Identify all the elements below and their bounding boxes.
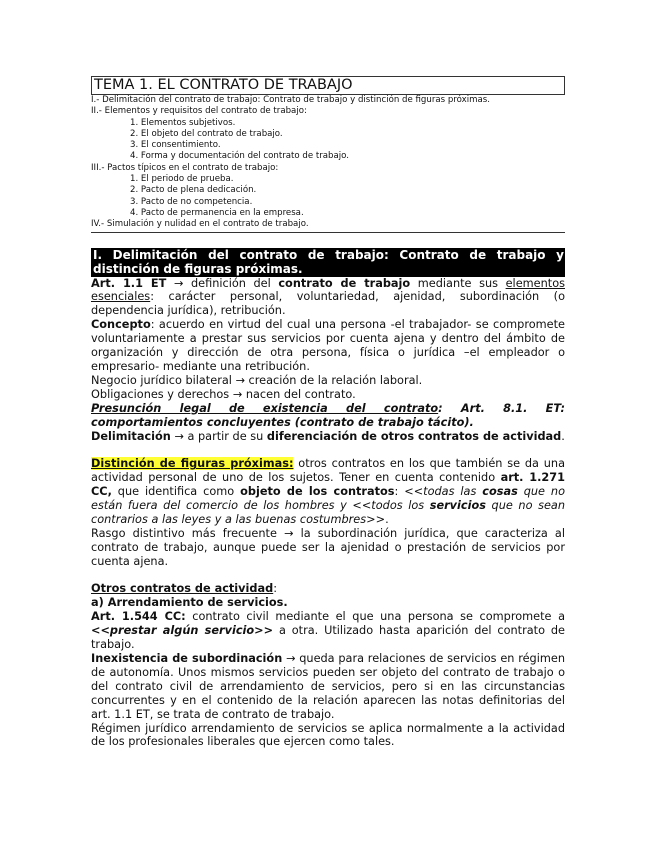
toc-item: 3. El consentimiento. (130, 140, 221, 151)
toc-item: II.- Elementos y requisitos del contrato de trabajo: (91, 106, 307, 117)
section-heading: I. Delimitación del contrato de trabajo: Contrato de trabajo y distinción de figuras próximas. (93, 247, 564, 276)
paragraph-no-subordination: Inexistencia de subordinación → queda para relaciones de servicios en régimen de autonomía. Unos mismos servicios pueden ser objeto del contrato de trabajo o del contrato civil de arrendamiento de servicios, pero si en las circunstancias concurrentes y en el contenido de la relación aparecen las notas definitorias del art. 1.1 ET, se trata de contrato de trabajo. (91, 652, 565, 721)
paragraph-delimitation: Delimitación → a partir de su diferenciación de otros contratos de actividad. (91, 429, 565, 443)
subheading-services: a) Arrendamiento de servicios. (91, 596, 288, 610)
paragraph-concept: Concepto: acuerdo en virtud del cual una persona -el trabajador- se compromete voluntariamente a prestar sus servicios por cuenta ajena y dentro del ámbito de organización y dirección de otra persona, física o jurídica –el empleador o empresario- mediante una retribución. (91, 318, 565, 373)
toc-item: 3. Pacto de no competencia. (130, 196, 253, 207)
paragraph-legal-business: Negocio jurídico bilateral → creación de la relación laboral. (91, 373, 423, 387)
paragraph-presumption: Presunción legal de existencia del contrato: Art. 8.1. ET: comportamientos concluyentes (contrato de trabajo tácito). (91, 401, 566, 429)
toc-item: 4. Forma y documentación del contrato de trabajo. (130, 151, 349, 162)
paragraph-similar-figures: Distinción de figuras próximas: otros contratos en los que también se da una actividad personal de uno de los sujetos. Tener en cuenta contenido art. 1.271 CC, que identifica como objeto de los contratos: <<todas las cosas que no están fuera del comercio de los hombres y <<todos los servicios que no sean contrarios a las leyes y a las buenas costumbres>>. (91, 457, 566, 526)
toc-item: 1. Elementos subjetivos. (130, 117, 236, 128)
document-page (91, 76, 565, 749)
highlighted-heading: Distinción de figuras próximas: (91, 457, 294, 471)
paragraph-definition: Art. 1.1 ET → definición del contrato de trabajo mediante sus elementos esenciales: carácter personal, voluntariedad, ajenidad, subordinación (o dependencia jurídica), retribución. (91, 276, 565, 318)
paragraph-art-1544: Art. 1.544 CC: contrato civil mediante el que una persona se compromete a <<prestar algún servicio>> a otra. Utilizado hasta aparición del contrato de trabajo. (91, 610, 565, 652)
article-ref: Art. 1.1 ET (91, 276, 167, 290)
elements-link: elementos esenciales (91, 276, 565, 304)
toc-item: 2. El objeto del contrato de trabajo. (130, 128, 283, 139)
document-body (91, 277, 565, 750)
toc-item: 2. Pacto de plena dedicación. (130, 185, 257, 196)
toc-item: 1. El periodo de prueba. (130, 174, 234, 185)
page-title: TEMA 1. EL CONTRATO DE TRABAJO (91, 76, 565, 95)
paragraph-obligations: Obligaciones y derechos → nacen del contrato. (91, 387, 356, 401)
toc-item: 4. Pacto de permanencia en la empresa. (130, 207, 304, 218)
table-of-contents (91, 95, 565, 233)
paragraph-distinctive-trait: Rasgo distintivo más frecuente → la subordinación jurídica, que caracteriza al contrato de trabajo, aunque puede ser la ajenidad o prestación de servicios por cuenta ajena. (91, 526, 565, 568)
toc-item: IV.- Simulación y nulidad en el contrato de trabajo. (91, 219, 309, 230)
toc-item: I.- Delimitación del contrato de trabajo: Contrato de trabajo y distinción de figuras próximas. (91, 95, 490, 105)
paragraph-legal-regime: Régimen jurídico arrendamiento de servicios se aplica normalmente a la actividad de los profesionales liberales que ejercen como tales. (91, 721, 565, 749)
toc-item: III.- Pactos típicos en el contrato de trabajo: (91, 162, 279, 173)
paragraph-other-contracts: Otros contratos de actividad: (91, 582, 278, 596)
